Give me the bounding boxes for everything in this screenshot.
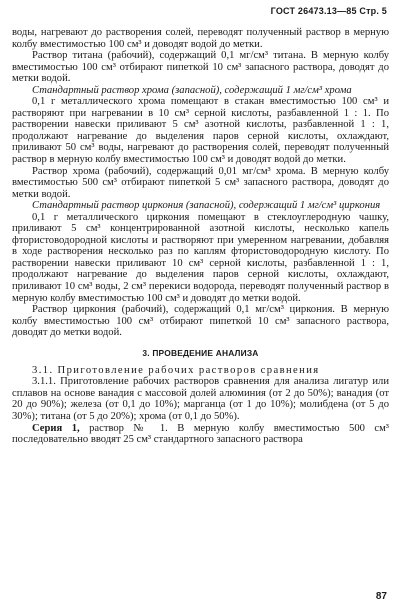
paragraph: 0,1 г металлического хрома помещают в стакан вместимостью 100 см³ и растворяют при нагревании в 10 см³ серной кислоты, разбавленной 1 : 1. По растворении навески приливают 5 см³ азотной кислоты, разбавленной 1 : 1, продолжают нагревание до выделения паров серной кислоты, охлаждают, приливают 50 см³ воды, нагревают до растворения солей, переводят полученный раствор в мерную колбу вместимостью 100 см³ и доводят водой до метки. <box>12 96 389 166</box>
subsection-heading: 3.1. Приготовление рабочих растворов сравнения <box>32 364 320 376</box>
paragraph: Раствор титана (рабочий), содержащий 0,1 мг/см³ титана. В мерную колбу вместимостью 100 см³ отбирают пипеткой 10 см³ запасного раствора, доводят до метки водой. <box>12 50 389 85</box>
paragraph: Раствор циркония (рабочий), содержащий 0,1 мг/см³ циркония. В мерную колбу вместимостью 100 см³ отбирают пипеткой 10 см³ запасного раствора, доводят до метки водой. <box>12 304 389 339</box>
document-body <box>12 27 389 446</box>
paragraph: воды, нагревают до растворения солей, переводят полученный раствор в мерную колбу вместимостью 100 см³ и доводят водой до метки. <box>12 27 389 50</box>
page-number: 87 <box>375 591 387 602</box>
series-text: раствор № 1. В мерную колбу вместимостью 500 см³ последовательно вводят 25 см³ стандартного запасного раствора <box>12 422 389 446</box>
subheading-chromium-standard: Стандартный раствор хрома (запасной), содержащий 1 мг/см³ хрома <box>32 84 352 96</box>
paragraph: 3.1.1. Приготовление рабочих растворов сравнения для анализа лигатур или сплавов на основе ванадия с массовой долей алюминия (от 2 до 50%); ванадия (от 20 до 90%); железа (от 0,1 до 10%); марганца (от 1 до 10%); молибдена (от 5 до 30%); титана (от 5 до 20%); хрома (от 0,1 до 50%). <box>12 376 389 422</box>
paragraph: 0,1 г металлического циркония помещают в стеклоуглеродную чашку, приливают 5 см³ концентрированной азотной кислоты, несколько капель фтористоводородной кислоты и растворяют при умеренном нагревании, добавляя в ходе растворения несколько раз по каплям фтористоводородную кислоту. По растворении навески приливают 10 см³ серной кислоты, разбавленной 1 : 1, продолжают нагревание до выделения паров серной кислоты, охлаждают, приливают 10 см³ воды, 2 см³ перекиси водорода, переводят полученный раствор в мерную колбу вместимостью 100 см³ и доводят до метки водой. <box>12 211 389 304</box>
paragraph: Раствор хрома (рабочий), содержащий 0,01 мг/см³ хрома. В мерную колбу вместимостью 500 см³ отбирают пипеткой 5 см³ запасного раствора, доводят до метки водой. <box>12 165 389 200</box>
section-title: 3. ПРОВЕДЕНИЕ АНАЛИЗА <box>142 347 259 358</box>
page-header: ГОСТ 26473.13—85 Стр. 5 <box>270 6 387 16</box>
paragraph-series-1 <box>12 423 389 446</box>
subheading-zirconium-standard: Стандартный раствор циркония (запасной), содержащий 1 мг/см³ циркония <box>32 200 381 212</box>
series-label: Серия 1, <box>32 422 80 434</box>
